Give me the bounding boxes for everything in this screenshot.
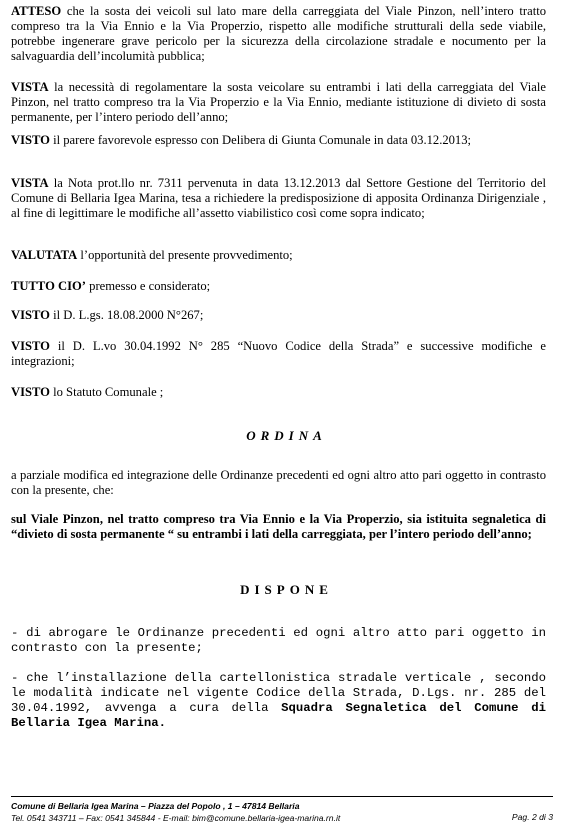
- page-number: Pag. 2 di 3: [511, 812, 553, 822]
- paragraph-text: la necessità di regolamentare la sosta veicolare su entrambi i lati della carreggiata del Viale Pinzon, nel tratto compreso tra la Via Properzio e la Via Ennio, mediante istituzione di divieto di sosta permanente, per l’intero periodo dell’anno;: [11, 80, 546, 124]
- paragraph-text: il D. L.vo 30.04.1992 N° 285 “Nuovo Codice della Strada” e successive modifiche e integrazioni;: [11, 339, 546, 368]
- dispone-item-installazione: [11, 671, 546, 731]
- paragraph-text: il D. L.gs. 18.08.2000 N°267;: [49, 308, 204, 322]
- paragraph-text: che la sosta dei veicoli sul lato mare della carreggiata del Viale Pinzon, nell’intero tratto compreso tra la Via Ennio e la Via Properzio, rispetto alle modifiche strutturali della sede viabile, potrebbe ingenerare grave pericolo per la sicurezza della circolazione stradale e nocumento per la salvaguardia dell’incolumità pubblica;: [11, 4, 546, 63]
- dispone-item-abrogare: - di abrogare le Ordinanze precedenti ed ogni altro atto pari oggetto in contrasto con la presente;: [11, 626, 546, 655]
- paragraph-tutto-cio: [11, 279, 546, 294]
- paragraph-vista-regolamentare: [11, 80, 546, 125]
- paragraph-visto-statuto: [11, 385, 546, 400]
- footer-divider: [11, 796, 553, 797]
- paragraph-vista-nota: [11, 176, 546, 221]
- dispone-item-text: - che l’installazione della cartellonistica stradale verticale , secondo le modalità indicate nel vigente Codice della Strada, D.Lgs. nr. 285 del 30.04.1992, avvenga a cura della: [11, 671, 546, 715]
- footer-contacts: Tel. 0541 343711 – Fax: 0541 345844 - E-mail: bim@comune.bellaria-igea-marina.rn.it: [11, 813, 341, 823]
- paragraph-atteso: [11, 4, 546, 64]
- paragraph-text: la Nota prot.llo nr. 7311 pervenuta in data 13.12.2013 dal Settore Gestione del Territorio del Comune di Bellaria Igea Marina, tesa a richiedere la predisposizione di apposita Ordinanza Dirigenziale , al fine di legittimare le modifiche all’assetto viabilistico così come sopra indicato;: [11, 176, 546, 220]
- paragraph-lead: TUTTO CIO’: [11, 279, 86, 293]
- paragraph-valutata: [11, 248, 546, 263]
- heading-dispone: DISPONE: [240, 582, 333, 597]
- footer-address: Comune di Bellaria Igea Marina – Piazza del Popolo , 1 – 47814 Bellaria: [11, 801, 300, 811]
- paragraph-text: lo Statuto Comunale ;: [49, 385, 164, 399]
- paragraph-lead: VISTA: [11, 80, 49, 94]
- paragraph-text: l’opportunità del presente provvedimento;: [77, 248, 293, 262]
- paragraph-lead: VISTO: [11, 339, 50, 353]
- paragraph-lead: VISTA: [11, 176, 49, 190]
- ordina-intro: a parziale modifica ed integrazione delle Ordinanze precedenti ed ogni altro atto pari oggetto in contrasto con la presente, che:: [11, 468, 546, 497]
- paragraph-lead: VISTO: [11, 385, 50, 399]
- paragraph-visto-parere: [11, 133, 546, 148]
- paragraph-lead: VALUTATA: [11, 248, 78, 262]
- paragraph-lead: VISTO: [11, 133, 50, 147]
- paragraph-visto-codice: [11, 339, 546, 369]
- paragraph-lead: ATTESO: [11, 4, 62, 18]
- heading-ordina: ORDINA: [246, 428, 327, 443]
- ordina-text: sul Viale Pinzon, nel tratto compreso tra Via Ennio e la Via Properzio, sia istituita segnaletica di “divieto di sosta permanente “ su entrambi i lati della carreggiata, per l’intero periodo dell’anno;: [11, 512, 546, 541]
- paragraph-lead: VISTO: [11, 308, 50, 322]
- dispone-item-bold: Squadra Segnaletica del Comune di Bellaria Igea Marina.: [11, 701, 546, 730]
- paragraph-visto-dlgs: [11, 308, 546, 323]
- paragraph-text: il parere favorevole espresso con Delibera di Giunta Comunale in data 03.12.2013;: [49, 133, 472, 147]
- paragraph-text: premesso e considerato;: [86, 279, 211, 293]
